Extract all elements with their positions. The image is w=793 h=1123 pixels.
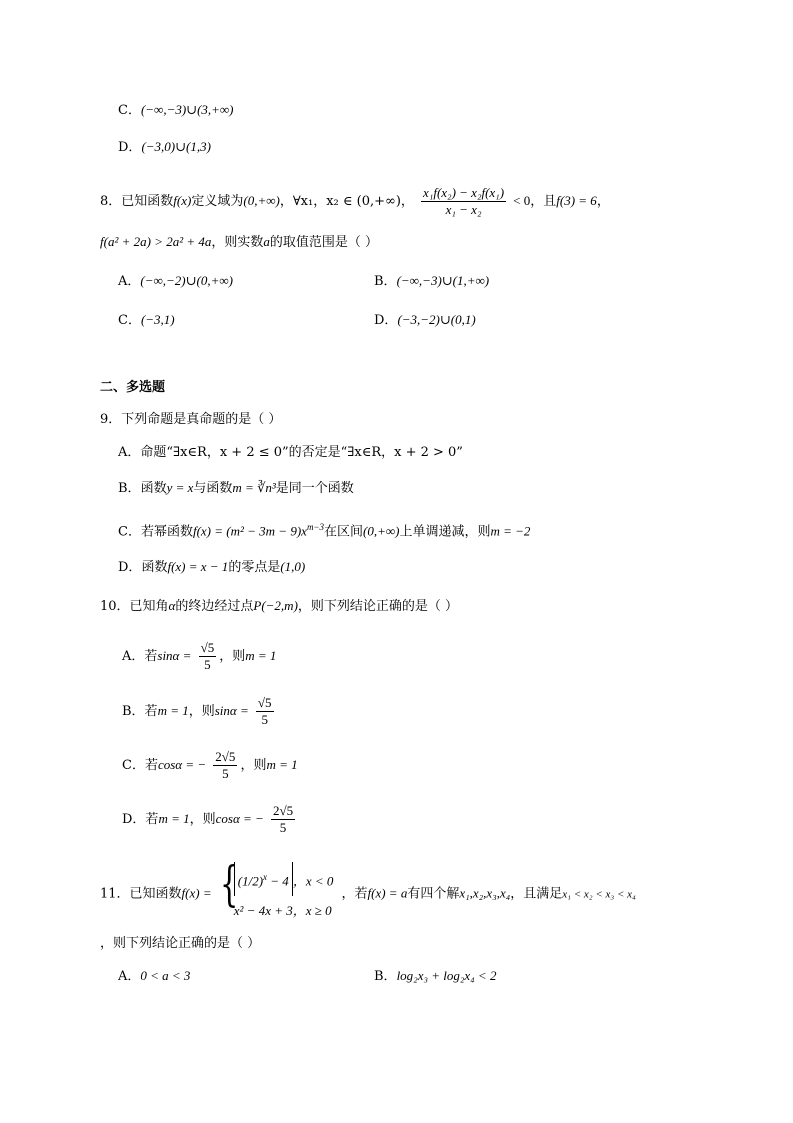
q7-option-d: D．(−3,0)∪(1,3) [118,139,211,155]
q11-stem-tail: ，则下列结论正确的是（ ） [100,936,261,951]
q7-option-c: C．(−∞,−3)∪(3,+∞) [118,102,234,118]
q8-option-a: A．(−∞,−2)∪(0,+∞) [118,273,233,289]
q10-stem: 10．已知角α的终边经过点P(−2,m)，则下列结论正确的是（ ） [100,598,459,614]
q10-option-a: A．若sinα = $\frac{√5}{5}$ ，则m = 1 [122,640,277,672]
q10-option-d: D．若m = 1，则cosα = − $\frac{2√5}{5}$ [122,803,294,835]
q10-option-b: B．若m = 1，则sinα = $\frac{√5}{5}$ [122,695,272,727]
q11-option-b: B．log₂x₃ + log₂x₄ < 2 [374,968,497,984]
q9-option-a: A．命题“∃x∈R，x + 2 ≤ 0”的否定是“∃x∈R，x + 2 > 0” [118,445,463,460]
q9-stem: 9．下列命题是真命题的是（ ） [100,412,282,427]
q9-option-c: C．若幂函数$f(x) = (m^2 - 3m - 9)x^{m-3}$在区间(0,+∞)上单调递减，则m = −2 [118,522,531,540]
q8-stem-line1: 8．已知函数f(x)定义域为(0,+∞)，∀x₁，x₂ ∈ (0,+∞)， $\frac{\text{x₁f(x₂) − x₂f(x₁)}}{\text{x₁ − x₂}}$ < 0，且f(3) = 6， [100,185,610,217]
q8-option-c: C．(−3,1) [118,312,175,328]
piecewise-function: { $(1/2)^x - 4$ ，x < 0 x² − 4x + 3，x ≥ 0 [219,856,334,919]
q11-stem: 11．已知函数f(x) = { $(1/2)^x - 4$ ，x < 0 x² − 4x + 3，x ≥ 0 ，若f(x) = a有四个解x₁,x₂,x₃,x₄，且满足x₁ < x₂ < x₃ < x₄ [100,862,636,926]
q9-option-d: D．函数f(x) = x − 1的零点是(1,0) [118,559,306,575]
q10-option-c: C．若cosα = − $\frac{2√5}{5}$ ，则m = 1 [122,749,298,781]
section-title: 二、多选题 [100,380,166,395]
q11-option-a: A．0 < a < 3 [118,968,191,984]
q8-option-d: D．(−3,−2)∪(0,1) [374,312,476,328]
q8-stem-line2: f(a² + 2a) > 2a² + 4a，则实数a的取值范围是（ ） [100,234,379,250]
q8-option-b: B．(−∞,−3)∪(1,+∞) [374,273,490,289]
q9-option-b: B．函数y = x与函数m = ∛n³是同一个函数 [118,480,354,496]
q8-fraction: $\frac{\text{x₁f(x₂) − x₂f(x₁)}}{\text{x₁ − x₂}}$ [423,185,505,217]
